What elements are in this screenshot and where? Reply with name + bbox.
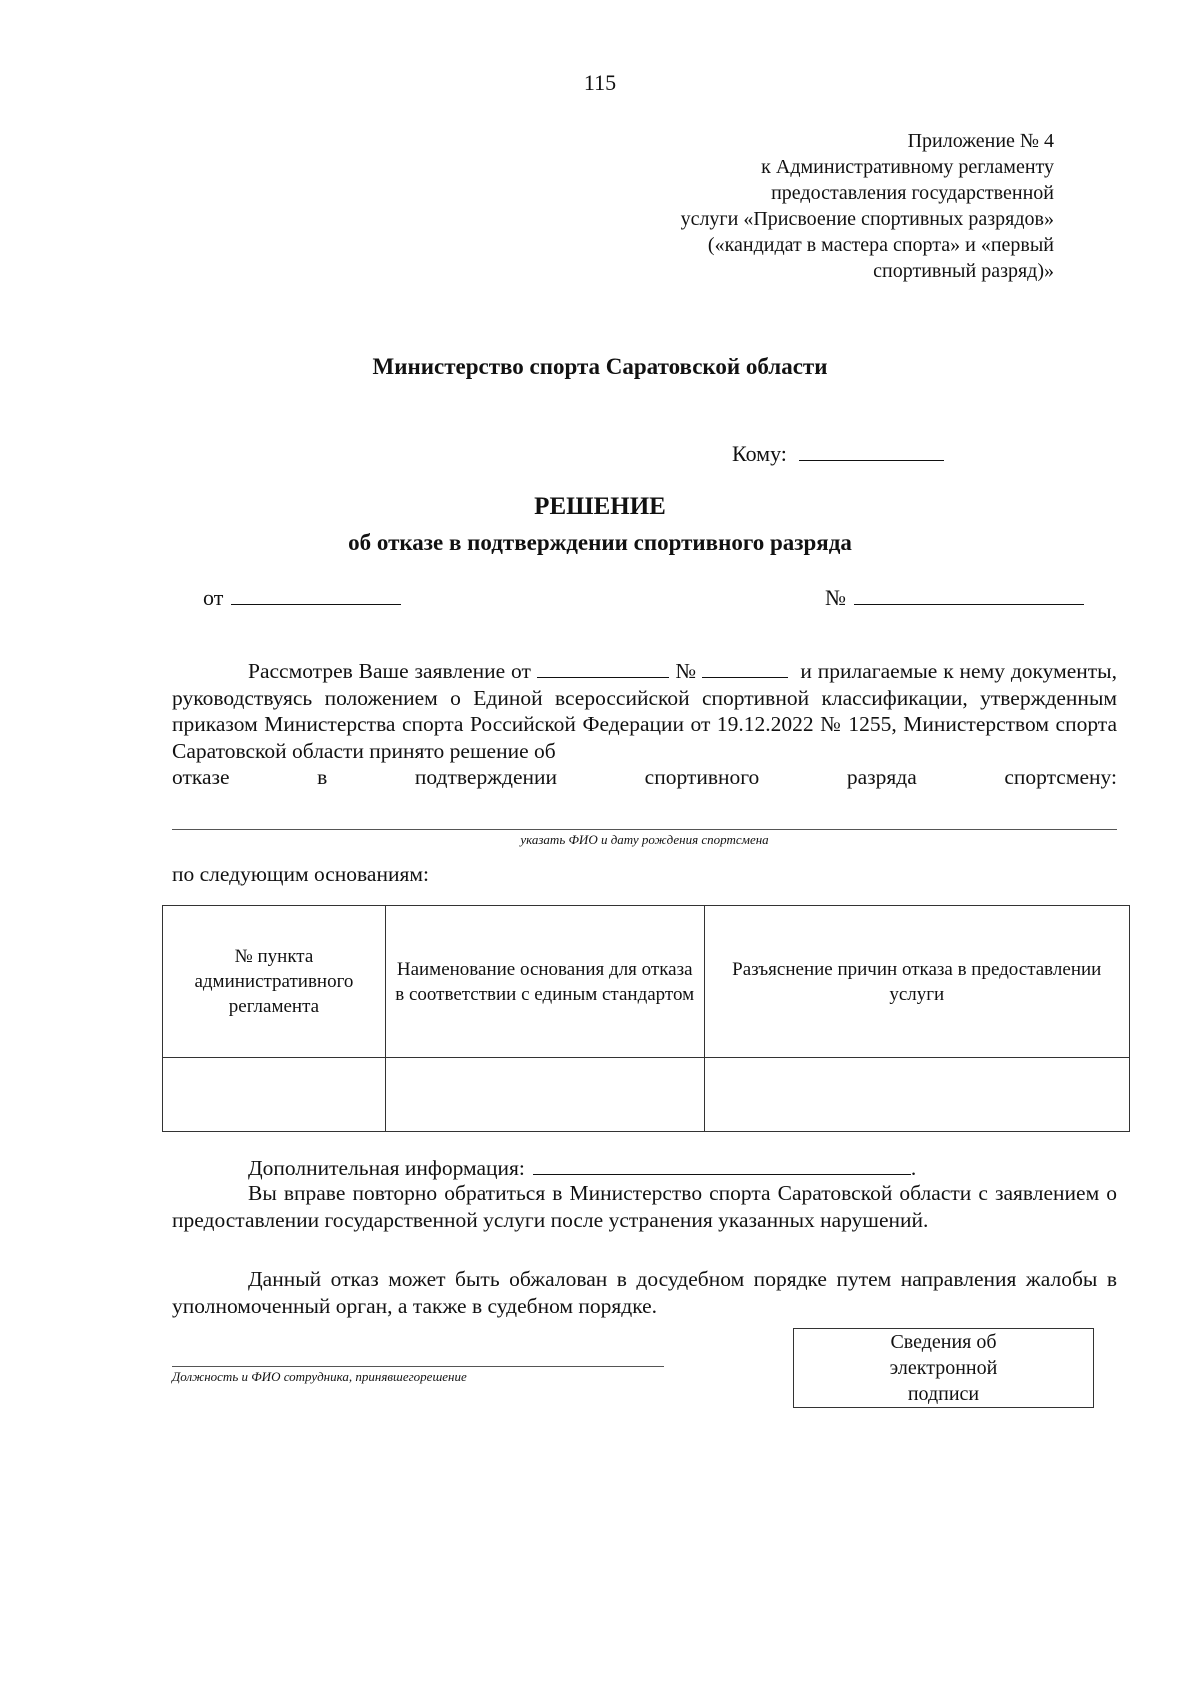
application-number-blank	[702, 659, 788, 678]
word: подтверждении	[414, 765, 558, 789]
document-title: РЕШЕНИЕ	[534, 493, 666, 520]
paragraph-text: Рассмотрев Ваше заявление от	[248, 659, 531, 683]
page-number: 115	[583, 70, 617, 95]
recipient-blank	[799, 440, 944, 461]
table-cell	[704, 1058, 1129, 1132]
date-blank	[231, 584, 401, 605]
additional-info-label: Дополнительная информация:	[248, 1156, 525, 1180]
paragraph-text: №	[674, 659, 697, 683]
table-cell	[385, 1058, 704, 1132]
grounds-table	[162, 905, 1130, 1132]
word: спортивного	[644, 765, 760, 789]
appendix-note	[681, 128, 1054, 284]
table-cell	[163, 1058, 386, 1132]
table-header-cell: Разъяснение причин отказа в предоставлении услуги	[704, 906, 1129, 1058]
table-header-row	[163, 906, 1130, 1058]
date-label: от	[203, 585, 224, 610]
date-field	[203, 584, 401, 611]
appendix-line: («кандидат в мастера спорта» и «первый	[707, 234, 1054, 256]
number-blank	[854, 584, 1084, 605]
e-signature-line: электронной	[889, 1357, 998, 1379]
word: спортсмену:	[1004, 765, 1117, 789]
appendix-line: услуги «Присвоение спортивных разрядов»	[680, 208, 1054, 230]
additional-info	[248, 1154, 916, 1181]
word: разряда	[846, 765, 917, 789]
main-paragraph	[172, 658, 1117, 791]
athlete-fio-line	[172, 829, 1117, 830]
paragraph-text: и прилагаемые к нему документы, руководствуясь положением о Единой всероссийской спортивной классификации, утвержденным приказом Министерства спорта Российской Федерации от 19.12.2022 № 1255, Министерством спорта Саратовской области принято решение об	[172, 659, 1118, 763]
paragraph-text: Данный отказ может быть обжалован в досудебном порядке путем направления жалобы в уполномоченный орган, а также в судебном порядке.	[172, 1267, 1117, 1318]
appendix-line: Приложение № 4	[907, 130, 1054, 152]
recipient-field	[732, 440, 944, 467]
signature-hint: Должность и ФИО сотрудника, принявшегорешение	[172, 1369, 467, 1384]
appeal-paragraph	[172, 1266, 1117, 1319]
e-signature-box	[793, 1328, 1094, 1408]
number-field	[825, 584, 1084, 611]
e-signature-line: Сведения об	[890, 1331, 997, 1353]
recipient-label: Кому:	[732, 441, 787, 466]
e-signature-line: подписи	[907, 1383, 980, 1405]
additional-info-end: .	[910, 1156, 917, 1180]
number-label: №	[825, 585, 846, 610]
paragraph-text: Вы вправе повторно обратиться в Министерство спорта Саратовской области с заявлением о предоставлении государственной услуги после устранения указанных нарушений.	[172, 1181, 1117, 1232]
reapply-paragraph	[172, 1180, 1117, 1233]
paragraph-last-line	[172, 764, 1117, 791]
word: в	[317, 765, 328, 789]
signature-line	[172, 1366, 664, 1367]
appendix-line: спортивный разряд)»	[873, 260, 1054, 282]
organization-name: Министерство спорта Саратовской области	[372, 354, 828, 379]
athlete-fio-hint: указать ФИО и дату рождения спортсмена	[520, 832, 769, 847]
grounds-label: по следующим основаниям:	[172, 862, 429, 886]
application-date-blank	[537, 659, 669, 678]
appendix-line: предоставления государственной	[771, 182, 1054, 204]
table-header-cell: Наименование основания для отказа в соответствии с единым стандартом	[385, 906, 704, 1058]
table-header-cell: № пункта административного регламента	[163, 906, 386, 1058]
additional-info-blank	[533, 1154, 911, 1175]
table-row	[163, 1058, 1130, 1132]
word: отказе	[172, 765, 230, 789]
appendix-line: к Административному регламенту	[761, 156, 1054, 178]
document-subtitle: об отказе в подтверждении спортивного разряда	[348, 530, 852, 555]
